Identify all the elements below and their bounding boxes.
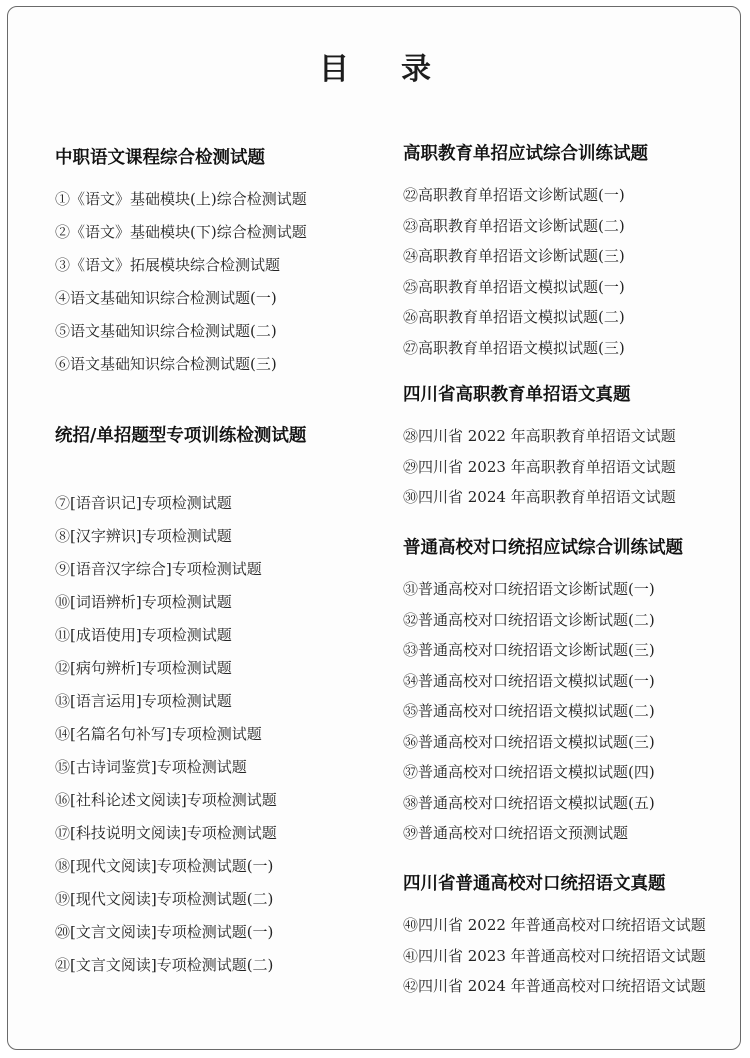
toc-entry[interactable]: ⑯[社科论述文阅读]专项检测试题 [55,791,277,809]
toc-section [403,142,648,367]
toc-entry[interactable]: ㊵四川省 2022 年普通高校对口统招语文试题 [403,916,706,934]
page-title: 目录 [319,52,483,87]
toc-entry[interactable]: ㉖高职教育单招语文模拟试题(二) [403,308,625,326]
toc-entry[interactable]: ⑪[成语使用]专项检测试题 [55,626,232,644]
toc-entry[interactable]: ㉔高职教育单招语文诊断试题(三) [403,247,625,265]
toc-entry[interactable]: ⑤语文基础知识综合检测试题(二) [55,322,277,340]
toc-entry[interactable]: ㉕高职教育单招语文模拟试题(一) [403,277,625,296]
toc-entry[interactable]: ㊳普通高校对口统招语文模拟试题(五) [403,793,655,812]
toc-entry[interactable]: ㊲普通高校对口统招语文模拟试题(四) [403,763,655,781]
toc-entry[interactable]: ⑦[语音识记]专项检测试题 [55,494,232,512]
toc-entry[interactable]: ⑥语文基础知识综合检测试题(三) [55,355,277,373]
toc-entry[interactable]: ㉝普通高校对口统招语文诊断试题(三) [403,641,655,659]
toc-section [55,146,307,386]
toc-entry[interactable]: ㉚四川省 2024 年高职教育单招语文试题 [403,488,676,506]
toc-entry[interactable]: ㊴普通高校对口统招语文预测试题 [403,824,629,842]
toc-entry[interactable]: ⑧[汉字辨识]专项检测试题 [55,527,232,545]
section-title: 统招/单招题型专项训练检测试题 [55,426,307,446]
toc-entry[interactable]: ㉛普通高校对口统招语文诊断试题(一) [403,580,655,598]
section-title: 普通高校对口统招应试综合训练试题 [403,538,683,558]
toc-entry[interactable]: ④语文基础知识综合检测试题(一) [55,289,277,307]
toc-entry[interactable]: ㊶四川省 2023 年普通高校对口统招语文试题 [403,946,706,965]
section-title: 高职教育单招应试综合训练试题 [403,144,648,164]
toc-entry[interactable]: ㉞普通高校对口统招语文模拟试题(一) [403,671,655,690]
toc-entry[interactable]: ㊱普通高校对口统招语文模拟试题(三) [403,732,655,751]
toc-section [403,383,676,517]
toc-entry[interactable]: ㉘四川省 2022 年高职教育单招语文试题 [403,427,676,445]
toc-section [403,872,706,1006]
toc-entry[interactable]: ②《语文》基础模块(下)综合检测试题 [55,223,307,241]
section-title: 中职语文课程综合检测试题 [55,148,265,168]
toc-entry[interactable]: ⑭[名篇名句补写]专项检测试题 [55,725,262,743]
toc-section [403,536,683,853]
toc-entry[interactable]: ㉙四川省 2023 年高职教育单招语文试题 [403,457,676,476]
toc-entry[interactable]: ㊷四川省 2024 年普通高校对口统招语文试题 [403,977,706,995]
toc-entry[interactable]: ㉗高职教育单招语文模拟试题(三) [403,338,625,357]
toc-entry[interactable]: ⑮[古诗词鉴赏]专项检测试题 [55,758,247,776]
toc-entry[interactable]: ㉓高职教育单招语文诊断试题(二) [403,216,625,235]
toc-section [55,424,306,987]
toc-entry[interactable]: ⑩[词语辨析]专项检测试题 [55,593,232,611]
toc-entry[interactable]: ㉜普通高校对口统招语文诊断试题(二) [403,610,655,629]
toc-entry[interactable]: ⑰[科技说明文阅读]专项检测试题 [55,824,277,842]
toc-entry[interactable]: ⑬[语言运用]专项检测试题 [55,692,232,710]
toc-entry[interactable]: ⑲[现代文阅读]专项检测试题(二) [55,890,274,908]
toc-entry[interactable]: ㉟普通高校对口统招语文模拟试题(二) [403,702,655,720]
toc-entry[interactable]: ⑱[现代文阅读]专项检测试题(一) [55,857,274,875]
section-title: 四川省高职教育单招语文真题 [403,385,631,405]
toc-entry[interactable]: ①《语文》基础模块(上)综合检测试题 [55,190,307,208]
section-title: 四川省普通高校对口统招语文真题 [403,874,666,894]
toc-entry[interactable]: ⑨[语音汉字综合]专项检测试题 [55,560,262,578]
toc-entry[interactable]: ⑳[文言文阅读]专项检测试题(一) [55,923,274,941]
toc-entry[interactable]: ㉒高职教育单招语文诊断试题(一) [403,186,625,204]
toc-entry[interactable]: ㉑[文言文阅读]专项检测试题(二) [55,956,274,974]
toc-entry[interactable]: ⑫[病句辨析]专项检测试题 [55,659,232,677]
toc-entry[interactable]: ③《语文》拓展模块综合检测试题 [55,256,281,274]
